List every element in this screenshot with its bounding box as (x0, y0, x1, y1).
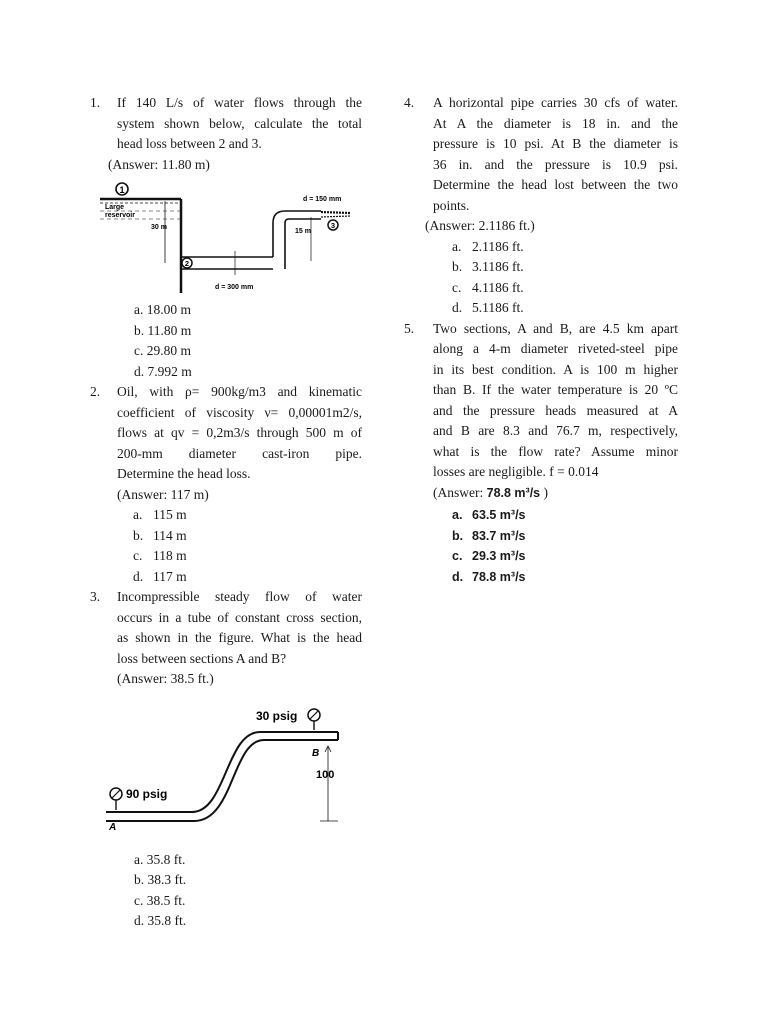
question-text-line: flows at qv = 0,2m3/s through 500 m of (117, 425, 362, 440)
question-3 (90, 587, 362, 690)
option-text: 7.992 m (147, 363, 192, 379)
option-text: 78.8 m³/s (472, 569, 526, 584)
diameter-150mm-label: d = 150 mm (303, 196, 342, 203)
option-label: c. (134, 343, 144, 358)
point-3-label: 3 (330, 221, 336, 230)
option-a[interactable] (134, 300, 362, 321)
right-column (404, 93, 678, 587)
diameter-300mm-label: d = 300 mm (215, 284, 254, 291)
option-a[interactable] (134, 850, 362, 871)
q1-options (134, 300, 362, 382)
option-label: b. (134, 872, 145, 887)
question-text-line: along a 4-m diameter riveted-steel pipe (433, 341, 678, 356)
option-label: b. (134, 322, 145, 338)
inclined-tube-figure (106, 702, 356, 830)
question-text-line: At A the diameter is 18 in. and the (433, 115, 678, 131)
answer-text (433, 483, 678, 504)
pipe-system-diagram (95, 181, 360, 296)
point-2-label: 2 (184, 259, 190, 268)
option-b[interactable] (452, 526, 678, 547)
option-label: d. (134, 913, 145, 928)
question-2 (90, 382, 362, 505)
option-text: 117 m (153, 568, 187, 584)
option-d[interactable] (133, 567, 362, 588)
option-label: d. (452, 569, 464, 584)
answer-prefix: (Answer: (433, 484, 487, 500)
answer-suffix: ) (540, 484, 549, 500)
option-text: 29.3 m³/s (472, 549, 526, 563)
option-label: b. (452, 259, 463, 274)
question-text-line: Determine the head loss. (117, 466, 251, 481)
option-text: 5.1186 ft. (472, 300, 524, 315)
section-a-label: A (109, 821, 117, 830)
question-text-line: Determine the head lost between the two (433, 177, 678, 192)
option-text: 114 m (153, 527, 187, 543)
rise-15m-label: 15 m (295, 228, 311, 235)
q4-options (452, 237, 678, 319)
question-text-line: and B are 8.3 and 76.7 m, respectively, (433, 423, 678, 438)
option-b[interactable] (133, 526, 362, 547)
question-text-line: A horizontal pipe carries 30 cfs of water. (433, 95, 678, 110)
option-text: 115 m (153, 507, 187, 522)
inclined-tube-diagram (106, 702, 356, 830)
option-text: 38.3 ft. (147, 872, 187, 887)
option-text: 118 m (153, 548, 187, 563)
option-d[interactable] (134, 362, 362, 383)
question-text-line: in its best condition. A is 100 m higher (433, 361, 678, 377)
option-d[interactable] (452, 298, 678, 319)
question-number: 5. (404, 320, 415, 336)
option-text: 38.5 ft. (146, 892, 186, 908)
option-text: 83.7 m³/s (472, 528, 526, 543)
question-4 (404, 93, 678, 237)
left-column (90, 93, 362, 932)
option-d[interactable] (134, 911, 362, 932)
question-5 (404, 319, 678, 504)
question-text-line: occurs in a tube of constant cross section, (117, 609, 362, 625)
reservoir-label-line-1: Large (105, 204, 125, 211)
option-label: c. (134, 892, 144, 908)
question-text-line: as shown in the figure. What is the head (117, 630, 362, 645)
option-c[interactable] (452, 278, 678, 299)
option-text: 11.80 m (147, 322, 192, 338)
question-text-line: points. (433, 197, 470, 213)
q2-options (133, 505, 362, 587)
reservoir-label-line-2: reservoir (105, 212, 135, 219)
answer-text: (Answer: 117 m) (117, 486, 209, 502)
option-label: a. (452, 238, 462, 254)
option-label: b. (133, 527, 144, 543)
question-text-line: head loss between 2 and 3. (117, 136, 262, 151)
option-text: 29.80 m (146, 343, 192, 358)
pressure-bottom-label: 90 psig (126, 786, 168, 801)
q3-options (134, 850, 362, 932)
option-c[interactable] (134, 891, 362, 912)
option-b[interactable] (134, 870, 362, 891)
option-label: d. (452, 300, 463, 315)
question-text-line: coefficient of viscosity ν= 0,00001m2/s, (117, 404, 362, 420)
option-label: c. (133, 548, 143, 563)
question-text-line: 36 in. and the pressure is 10.9 psi. (433, 156, 678, 172)
option-text: 18.00 m (146, 302, 192, 317)
question-text-line: than B. If the water temperature is 20 ºC (433, 382, 678, 397)
question-text-line: system shown below, calculate the total (117, 115, 362, 131)
option-c[interactable] (452, 546, 678, 567)
option-label: a. (134, 302, 144, 317)
option-a[interactable] (133, 505, 362, 526)
question-text-line: Oil, with ρ= 900kg/m3 and kinematic (117, 384, 362, 399)
option-label: c. (452, 549, 463, 563)
option-label: c. (452, 279, 462, 295)
option-a[interactable] (452, 505, 678, 526)
option-c[interactable] (134, 341, 362, 362)
question-text-line: If 140 L/s of water flows through the (117, 95, 362, 110)
question-text-line: and the pressure heads measured at A (433, 402, 678, 418)
option-text: 35.8 ft. (146, 851, 186, 867)
pipe-system-figure (95, 181, 360, 296)
question-text-line: 200-mm diameter cast-iron pipe. (117, 445, 362, 461)
question-number: 1. (90, 95, 101, 110)
height-30m-label: 30 m (151, 224, 167, 231)
option-label: a. (134, 851, 144, 867)
question-text-line: what is the flow rate? Assume minor (433, 443, 678, 459)
pressure-top-label: 30 psig (256, 708, 298, 723)
question-number: 2. (90, 384, 101, 399)
question-text-line: losses are negligible. f = 0.014 (433, 464, 599, 479)
question-number: 4. (404, 95, 415, 110)
answer-value: 78.8 m³/s (486, 485, 541, 500)
option-text: 4.1186 ft. (472, 279, 524, 295)
q5-options (452, 505, 678, 587)
question-text-line: loss between sections A and B? (117, 650, 287, 666)
option-text: 63.5 m³/s (472, 508, 526, 522)
option-d[interactable] (452, 567, 678, 588)
option-b[interactable] (134, 321, 362, 342)
option-text: 35.8 ft. (147, 913, 187, 928)
question-text-line: pressure is 10 psi. At B the diameter is (433, 136, 678, 151)
question-text-line: Two sections, A and B, are 4.5 km apart (433, 320, 678, 336)
question-1 (90, 93, 362, 175)
option-b[interactable] (452, 257, 678, 278)
answer-text: (Answer: 38.5 ft.) (117, 671, 214, 686)
option-label: b. (452, 528, 464, 543)
option-label: a. (133, 507, 143, 522)
answer-text: (Answer: 11.80 m) (108, 156, 210, 172)
option-label: a. (452, 508, 463, 522)
question-number: 3. (90, 589, 101, 604)
height-label: 100 (316, 768, 335, 781)
option-a[interactable] (452, 237, 678, 258)
option-label: d. (134, 363, 145, 379)
option-text: 3.1186 ft. (472, 259, 524, 274)
option-label: d. (133, 568, 144, 584)
option-c[interactable] (133, 546, 362, 567)
point-1-label: 1 (119, 185, 125, 195)
option-text: 2.1186 ft. (472, 238, 524, 254)
answer-text: (Answer: 2.1186 ft.) (425, 218, 535, 233)
section-b-label: B (312, 747, 320, 759)
question-text-line: Incompressible steady flow of water (117, 589, 362, 604)
